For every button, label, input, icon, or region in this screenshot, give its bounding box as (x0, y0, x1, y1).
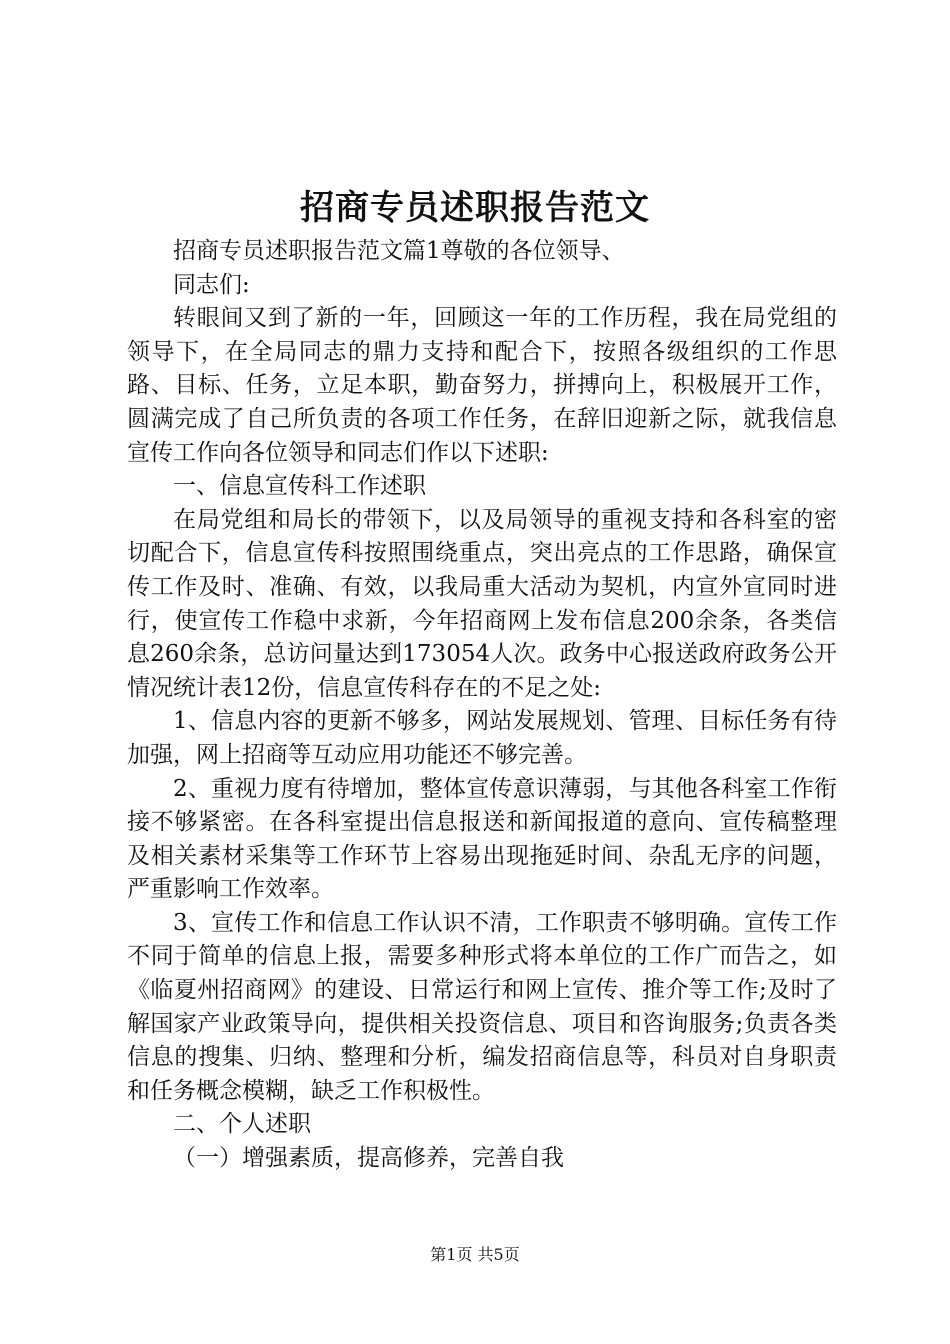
list-item-2: 2、重视力度有待增加，整体宣传意识薄弱，与其他各科室工作衔接不够紧密。在各科室提出信息报送和新闻报道的意向、宣传稿整理及相关素材采集等工作环节上容易出现拖延时间、杂乱无序的问题，严重影响工作效率。 (127, 775, 837, 903)
page-footer: 第1页 共5页 (430, 1245, 520, 1264)
document-title: 招商专员述职报告范文 (300, 188, 650, 228)
paragraph-opening: 转眼间又到了新的一年，回顾这一年的工作历程，我在局党组的领导下，在全局同志的鼎力支持和配合下，按照各级组织的工作思路、目标、任务，立足本职，勤奋努力，拼搏向上，积极展开工作，圆满完成了自己所负责的各项工作任务，在辞旧迎新之际，就我信息宣传工作向各位领导和同志们作以下述职: (127, 305, 837, 466)
document-body (127, 235, 837, 1176)
list-item-1: 1、信息内容的更新不够多，网站发展规划、管理、目标任务有待加强，网上招商等互动应用功能还不够完善。 (127, 708, 837, 768)
paragraph-salutation: 同志们: (173, 271, 250, 298)
section-heading-2: 二、个人述职 (173, 1111, 311, 1138)
paragraph-intro: 招商专员述职报告范文篇1尊敬的各位领导、 (173, 238, 625, 264)
section-heading-1: 一、信息宣传科工作述职 (173, 473, 426, 500)
paragraph-section-1: 在局党组和局长的带领下，以及局领导的重视支持和各科室的密切配合下，信息宣传科按照围绕重点，突出亮点的工作思路，确保宣传工作及时、准确、有效，以我局重大活动为契机，内宣外宣同时进行，使宣传工作稳中求新，今年招商网上发布信息200余条，各类信息260余条，总访问量达到173054人次。政务中心报送政府政务公开情况统计表12份，信息宣传科存在的不足之处: (127, 506, 837, 701)
list-item-3: 3、宣传工作和信息工作认识不清，工作职责不够明确。宣传工作不同于简单的信息上报，需要多种形式将本单位的工作广而告之，如《临夏州招商网》的建设、日常运行和网上宣传、推介等工作;及时了解国家产业政策导向，提供相关投资信息、项目和咨询服务;负责各类信息的搜集、归纳、整理和分析，编发招商信息等，科员对自身职责和任务概念模糊，缺乏工作积极性。 (127, 909, 837, 1104)
subsection-heading-1: （一）增强素质，提高修养，完善自我 (173, 1145, 564, 1172)
